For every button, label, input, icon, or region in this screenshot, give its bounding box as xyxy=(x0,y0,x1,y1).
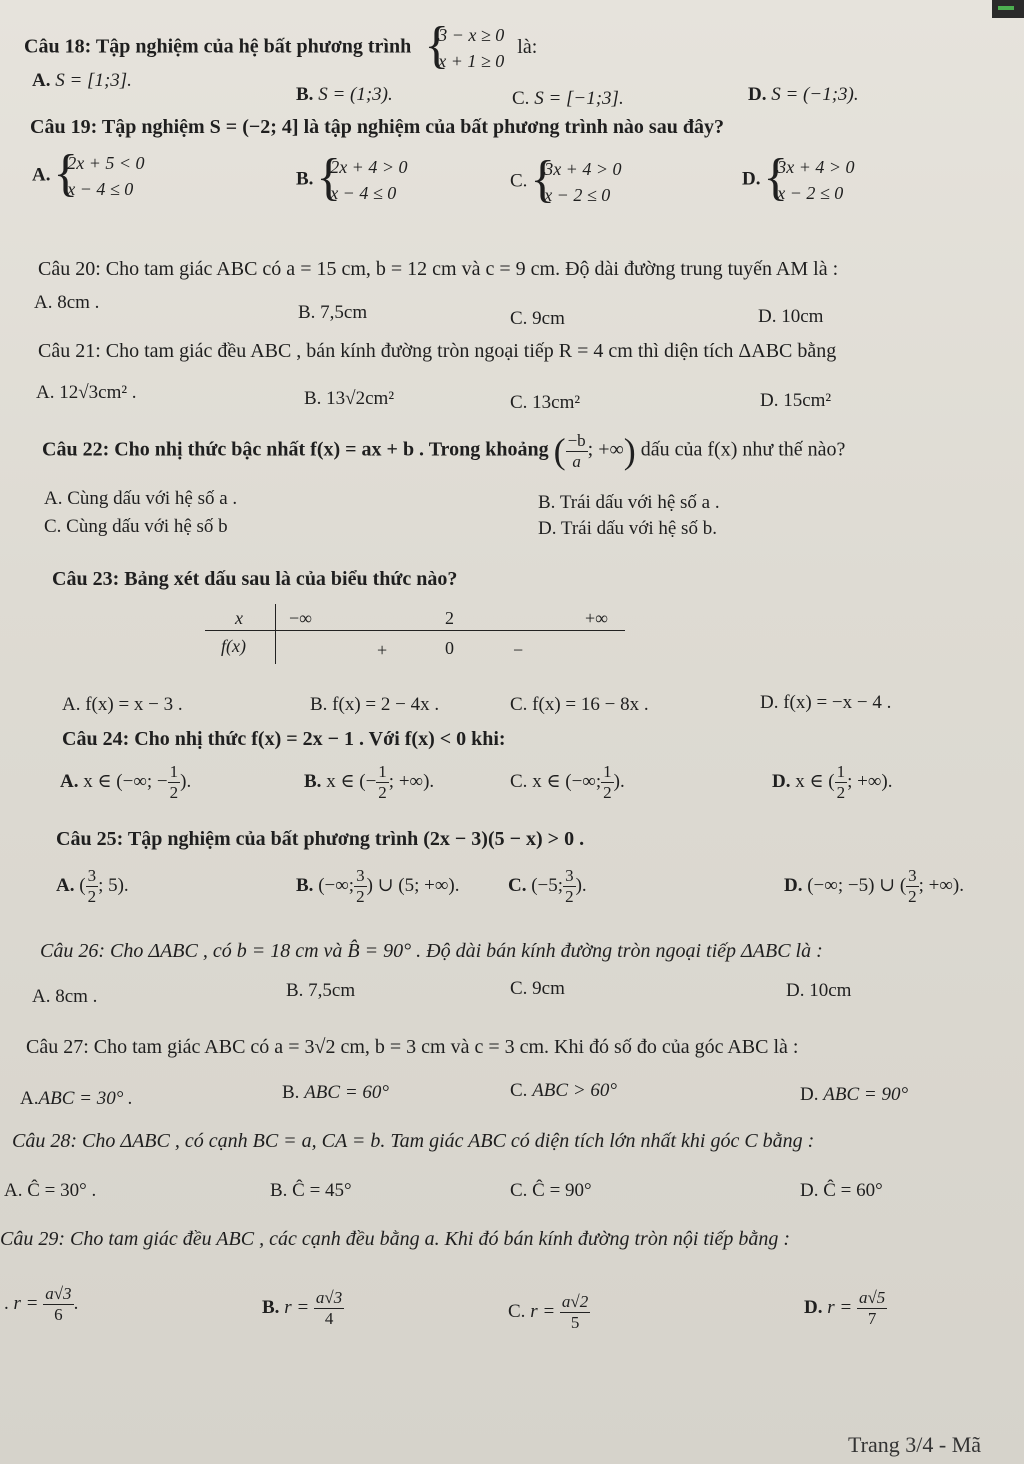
option-text: B. 7,5cm xyxy=(286,980,356,1001)
question-26-stem: Câu 26: Cho ΔABC , có b = 18 cm và B̂ = 90° . Độ dài bán kính đường tròn ngoại tiếp ΔABC là : xyxy=(40,940,823,962)
option-text: ( xyxy=(79,874,86,896)
option-tail: ). xyxy=(575,874,587,896)
option-text: C. Ĉ = 90° xyxy=(510,1180,592,1201)
option-text: S = (1;3). xyxy=(318,84,393,105)
fraction-denominator: 2 xyxy=(908,887,917,906)
option-text: D. Ĉ = 60° xyxy=(800,1180,883,1201)
fraction-denominator: 2 xyxy=(603,783,612,802)
q28-option-c[interactable] xyxy=(510,1180,592,1202)
fraction xyxy=(43,1284,73,1325)
option-label: D. xyxy=(742,168,761,190)
fraction xyxy=(376,762,389,803)
option-lhs: r = xyxy=(530,1300,556,1322)
option-text: D. Trái dấu với hệ số b. xyxy=(538,518,717,539)
fraction-numerator: 1 xyxy=(603,762,612,781)
question-23 xyxy=(52,568,457,591)
fraction-numerator: a√3 xyxy=(315,1288,343,1307)
q21-option-d[interactable] xyxy=(760,390,831,412)
option-label: B. xyxy=(296,84,314,105)
option-text: C. 9cm xyxy=(510,978,565,999)
option-label: B. xyxy=(296,874,314,896)
question-24-stem: Câu 24: Cho nhị thức f(x) = 2x − 1 . Với f(x) < 0 khi: xyxy=(62,728,506,750)
q22-option-d[interactable] xyxy=(538,518,717,540)
table-minus-inf: −∞ xyxy=(289,608,312,628)
fraction xyxy=(906,866,919,907)
question-18-stem: Câu 18: Tập nghiệm của hệ bất phương trình xyxy=(24,35,412,58)
option-label: A. xyxy=(32,164,51,186)
option-label: C. xyxy=(512,88,530,109)
q28-option-d[interactable] xyxy=(800,1180,883,1202)
option-label: C. xyxy=(510,1080,528,1101)
fraction-denominator: 6 xyxy=(54,1305,63,1324)
option-label: A. xyxy=(60,770,79,792)
option-text: x ∈ (−∞; xyxy=(532,770,602,792)
q21-option-b[interactable] xyxy=(304,388,394,410)
option-text: D. 10cm xyxy=(758,306,824,327)
table-zero: 0 xyxy=(445,638,454,658)
option-label: D. xyxy=(804,1296,823,1318)
question-21 xyxy=(38,340,836,363)
question-19-stem: Câu 19: Tập nghiệm S = (−2; 4] là tập nghiệm của bất phương trình nào sau đây? xyxy=(30,116,724,138)
fraction-denominator: 5 xyxy=(570,1313,580,1332)
question-25 xyxy=(56,828,584,851)
option-text: A. 12√3cm² . xyxy=(36,382,137,403)
option-text: ABC = 60° xyxy=(304,1082,389,1103)
system-line-1: { 2x + 4 > 0 xyxy=(330,157,408,177)
option-tail: ; +∞). xyxy=(388,770,435,792)
option-text: A. Ĉ = 30° . xyxy=(4,1180,97,1201)
system-line-1: { 3 − x ≥ 0 xyxy=(438,25,505,45)
fraction xyxy=(566,431,588,472)
system-line-2: x − 4 ≤ 0 xyxy=(67,179,134,199)
question-28-stem: Câu 28: Cho ΔABC , có cạnh BC = a, CA = b. Tam giác ABC có diện tích lớn nhất khi góc C bằng : xyxy=(12,1130,815,1152)
option-tail: ; 5). xyxy=(98,874,129,896)
option-tail: ; +∞). xyxy=(847,770,893,792)
option-text: C. f(x) = 16 − 8x . xyxy=(510,694,649,715)
q26-option-d[interactable] xyxy=(786,980,851,1002)
fraction xyxy=(314,1288,344,1329)
question-22-stem: Câu 22: Cho nhị thức bậc nhất f(x) = ax + b . Trong khoảng xyxy=(42,438,549,461)
question-22 xyxy=(42,430,845,472)
question-29 xyxy=(0,1228,790,1251)
fraction xyxy=(354,866,367,907)
option-text: B. 13√2cm² xyxy=(304,388,395,409)
fraction xyxy=(168,762,181,803)
option-lhs: r = xyxy=(284,1296,310,1318)
q25-option-c[interactable] xyxy=(508,866,587,907)
option-close: ). xyxy=(180,770,192,792)
option-label: D. xyxy=(800,1084,819,1105)
question-24 xyxy=(62,728,506,751)
option-text: B. 7,5cm xyxy=(298,302,368,323)
table-fx-label: f(x) xyxy=(221,636,246,656)
q24-option-a[interactable] xyxy=(60,762,191,803)
option-system xyxy=(55,150,144,202)
interval-tail: ; +∞ xyxy=(587,438,624,461)
q19-option-d[interactable] xyxy=(742,154,855,206)
question-28 xyxy=(12,1130,814,1153)
option-lhs: r = xyxy=(827,1296,853,1318)
option-tail: ; +∞). xyxy=(918,874,965,896)
option-text: (−∞; xyxy=(318,874,355,896)
fraction-numerator: 1 xyxy=(378,762,387,781)
q19-option-a[interactable] xyxy=(32,150,145,202)
option-label: B. xyxy=(262,1296,280,1318)
table-sign-minus: − xyxy=(513,640,524,660)
fraction-numerator: 3 xyxy=(565,866,574,885)
option-text: x ∈ ( xyxy=(795,770,835,792)
fraction-denominator: 2 xyxy=(565,887,574,906)
fraction-denominator: 2 xyxy=(378,783,387,802)
q23-option-b[interactable] xyxy=(310,694,439,716)
page-footer: Trang 3/4 - Mã xyxy=(848,1432,982,1457)
option-text: B. f(x) = 2 − 4x . xyxy=(310,694,440,715)
fraction-numerator: a√5 xyxy=(858,1288,886,1307)
fraction xyxy=(835,762,848,803)
fraction xyxy=(601,762,614,803)
option-text: C. 13cm² xyxy=(510,392,581,413)
option-lhs: r = xyxy=(13,1292,39,1314)
option-text: x ∈ (− xyxy=(326,770,377,792)
table-plus-inf: +∞ xyxy=(585,608,608,628)
question-27-stem: Câu 27: Cho tam giác ABC có a = 3√2 cm, b = 3 cm và c = 3 cm. Khi đó số đo của góc ABC là : xyxy=(26,1036,799,1058)
q27-option-d[interactable] xyxy=(800,1084,908,1106)
q27-option-b[interactable] xyxy=(282,1082,389,1104)
option-text: B. Trái dấu với hệ số a . xyxy=(538,492,720,513)
option-label: A. xyxy=(20,1088,39,1109)
question-18-tail: là: xyxy=(517,35,538,58)
question-20 xyxy=(38,258,838,281)
q23-option-a[interactable] xyxy=(62,694,183,716)
q28-option-a[interactable] xyxy=(4,1180,96,1202)
option-text: (−∞; −5) ∪ ( xyxy=(807,874,907,896)
fraction xyxy=(560,1292,590,1333)
option-text: A. f(x) = x − 3 . xyxy=(62,694,183,715)
option-close: ). xyxy=(613,770,625,792)
fraction-denominator: 2 xyxy=(169,783,179,802)
q27-option-a[interactable] xyxy=(20,1088,133,1110)
table-root: 2 xyxy=(445,608,454,628)
option-label: C. xyxy=(508,874,527,896)
question-21-stem: Câu 21: Cho tam giác đều ABC , bán kính đường tròn ngoại tiếp R = 4 cm thì diện tích ΔABC bằng xyxy=(38,340,837,362)
option-system xyxy=(765,154,854,206)
system-line-2: x − 2 ≤ 0 xyxy=(544,185,611,205)
system-line-1: { 2x + 5 < 0 xyxy=(67,153,145,173)
table-sign-plus: + xyxy=(377,640,388,660)
system-line-2: x + 1 ≥ 0 xyxy=(438,51,505,71)
option-text: D. 10cm xyxy=(786,980,852,1001)
option-label: B. xyxy=(296,168,314,190)
q25-option-b[interactable] xyxy=(296,866,460,907)
fraction-numerator: 1 xyxy=(169,762,179,781)
question-20-stem: Câu 20: Cho tam giác ABC có a = 15 cm, b = 12 cm và c = 9 cm. Độ dài đường trung tuyến AM là : xyxy=(38,258,839,280)
fraction-denominator: a xyxy=(572,451,581,471)
option-system xyxy=(532,156,621,208)
option-text: A. 8cm . xyxy=(34,292,100,313)
q27-option-c[interactable] xyxy=(510,1080,617,1102)
question-27 xyxy=(26,1036,798,1059)
q18-option-d[interactable] xyxy=(748,84,859,106)
option-text: A. Cùng dấu với hệ số a . xyxy=(44,488,238,509)
q20-option-a[interactable] xyxy=(34,292,99,314)
fraction-numerator: a√2 xyxy=(561,1292,589,1311)
q29-option-b[interactable] xyxy=(262,1288,344,1329)
q20-option-c[interactable] xyxy=(510,308,565,330)
q18-option-a[interactable] xyxy=(32,70,132,92)
system-line-1: { 3x + 4 > 0 xyxy=(544,159,622,179)
option-text: ABC = 30° . xyxy=(38,1088,133,1109)
option-tail: ) ∪ (5; +∞). xyxy=(366,874,460,896)
question-23-stem: Câu 23: Bảng xét dấu sau là của biểu thức nào? xyxy=(52,568,458,590)
option-text: ABC > 60° xyxy=(532,1080,617,1101)
option-label: D. xyxy=(772,770,791,792)
option-system xyxy=(318,154,407,206)
table-x-label: x xyxy=(235,608,243,628)
pencil-icon xyxy=(992,0,1024,18)
fraction-numerator: 3 xyxy=(356,866,365,885)
q22-option-b[interactable] xyxy=(538,492,720,514)
system-line-2: x − 2 ≤ 0 xyxy=(777,183,844,203)
q20-option-d[interactable] xyxy=(758,306,823,328)
option-text: S = [−1;3]. xyxy=(534,88,624,109)
q26-option-a[interactable] xyxy=(32,986,97,1008)
question-22-stem-tail: dấu của f(x) như thế nào? xyxy=(640,438,846,461)
option-text: C. 9cm xyxy=(510,308,565,329)
question-19 xyxy=(30,116,724,139)
q19-option-b[interactable] xyxy=(296,154,407,206)
system-line-1: { 3x + 4 > 0 xyxy=(777,157,855,177)
q19-option-c[interactable] xyxy=(510,156,621,208)
fraction-numerator: 1 xyxy=(836,762,846,781)
q28-option-b[interactable] xyxy=(270,1180,352,1202)
option-text: S = [1;3]. xyxy=(55,70,132,91)
open-paren: ( xyxy=(553,431,566,471)
table-vline xyxy=(275,604,276,664)
option-text: C. Cùng dấu với hệ số b xyxy=(44,516,228,537)
option-tail: . xyxy=(73,1292,79,1314)
q29-option-d[interactable] xyxy=(804,1288,887,1329)
system-line-2: x − 4 ≤ 0 xyxy=(330,183,397,203)
option-text: A. 8cm . xyxy=(32,986,98,1007)
fraction xyxy=(857,1288,887,1329)
fraction-numerator: a√3 xyxy=(45,1284,72,1303)
q22-option-a[interactable] xyxy=(44,488,237,510)
q25-option-d[interactable] xyxy=(784,866,964,907)
option-text: B. Ĉ = 45° xyxy=(270,1180,352,1201)
q29-option-c[interactable] xyxy=(508,1292,590,1333)
option-label: C. xyxy=(508,1300,526,1322)
option-label: C. xyxy=(510,170,528,192)
option-label: D. xyxy=(784,874,803,896)
fraction-denominator: 7 xyxy=(867,1309,877,1328)
q24-option-b[interactable] xyxy=(304,762,434,803)
fraction-numerator: −b xyxy=(567,430,586,450)
option-text: D. 15cm² xyxy=(760,390,832,411)
q26-option-b[interactable] xyxy=(286,980,355,1002)
option-text: (−5; xyxy=(531,874,564,896)
q23-option-d[interactable] xyxy=(760,692,891,714)
question-26 xyxy=(40,940,823,963)
sign-table xyxy=(205,604,625,666)
fraction-denominator: 2 xyxy=(836,783,846,802)
q18-option-c[interactable] xyxy=(512,88,624,110)
fraction-numerator: 3 xyxy=(87,866,97,885)
q21-option-c[interactable] xyxy=(510,392,580,414)
option-label: B. xyxy=(304,770,322,792)
q25-option-a[interactable] xyxy=(56,866,129,907)
question-29-stem: Câu 29: Cho tam giác đều ABC , các cạnh đều bằng a. Khi đó bán kính đường tròn nội tiếp bằng : xyxy=(0,1228,791,1250)
q22-option-c[interactable] xyxy=(44,516,228,538)
table-hline xyxy=(205,630,625,631)
q29-option-a[interactable] xyxy=(4,1284,78,1325)
option-text: D. f(x) = −x − 4 . xyxy=(760,692,892,713)
q24-option-d[interactable] xyxy=(772,762,893,803)
option-text: S = (−1;3). xyxy=(771,84,859,105)
q21-option-a[interactable] xyxy=(36,382,137,404)
close-paren: ) xyxy=(623,431,636,471)
fraction-numerator: 3 xyxy=(908,866,917,885)
fraction xyxy=(86,866,99,907)
option-label: A. xyxy=(32,70,51,91)
fraction-denominator: 2 xyxy=(87,887,97,906)
option-label: A. xyxy=(56,874,75,896)
q18-option-b[interactable] xyxy=(296,84,393,106)
option-label: C. xyxy=(510,770,528,792)
option-label: . xyxy=(4,1292,9,1314)
question-18 xyxy=(24,22,537,74)
fraction-denominator: 2 xyxy=(356,887,365,906)
q23-option-c[interactable] xyxy=(510,694,649,716)
q20-option-b[interactable] xyxy=(298,302,367,324)
option-label: B. xyxy=(282,1082,300,1103)
fraction-denominator: 4 xyxy=(324,1309,334,1328)
question-18-system xyxy=(426,22,504,74)
option-text: x ∈ (−∞; − xyxy=(83,770,168,792)
option-text: ABC = 90° xyxy=(823,1084,909,1105)
option-label: D. xyxy=(748,84,767,105)
q26-option-c[interactable] xyxy=(510,978,565,1000)
q24-option-c[interactable] xyxy=(510,762,625,803)
fraction xyxy=(563,866,576,907)
question-25-stem: Câu 25: Tập nghiệm của bất phương trình (2x − 3)(5 − x) > 0 . xyxy=(56,828,585,850)
